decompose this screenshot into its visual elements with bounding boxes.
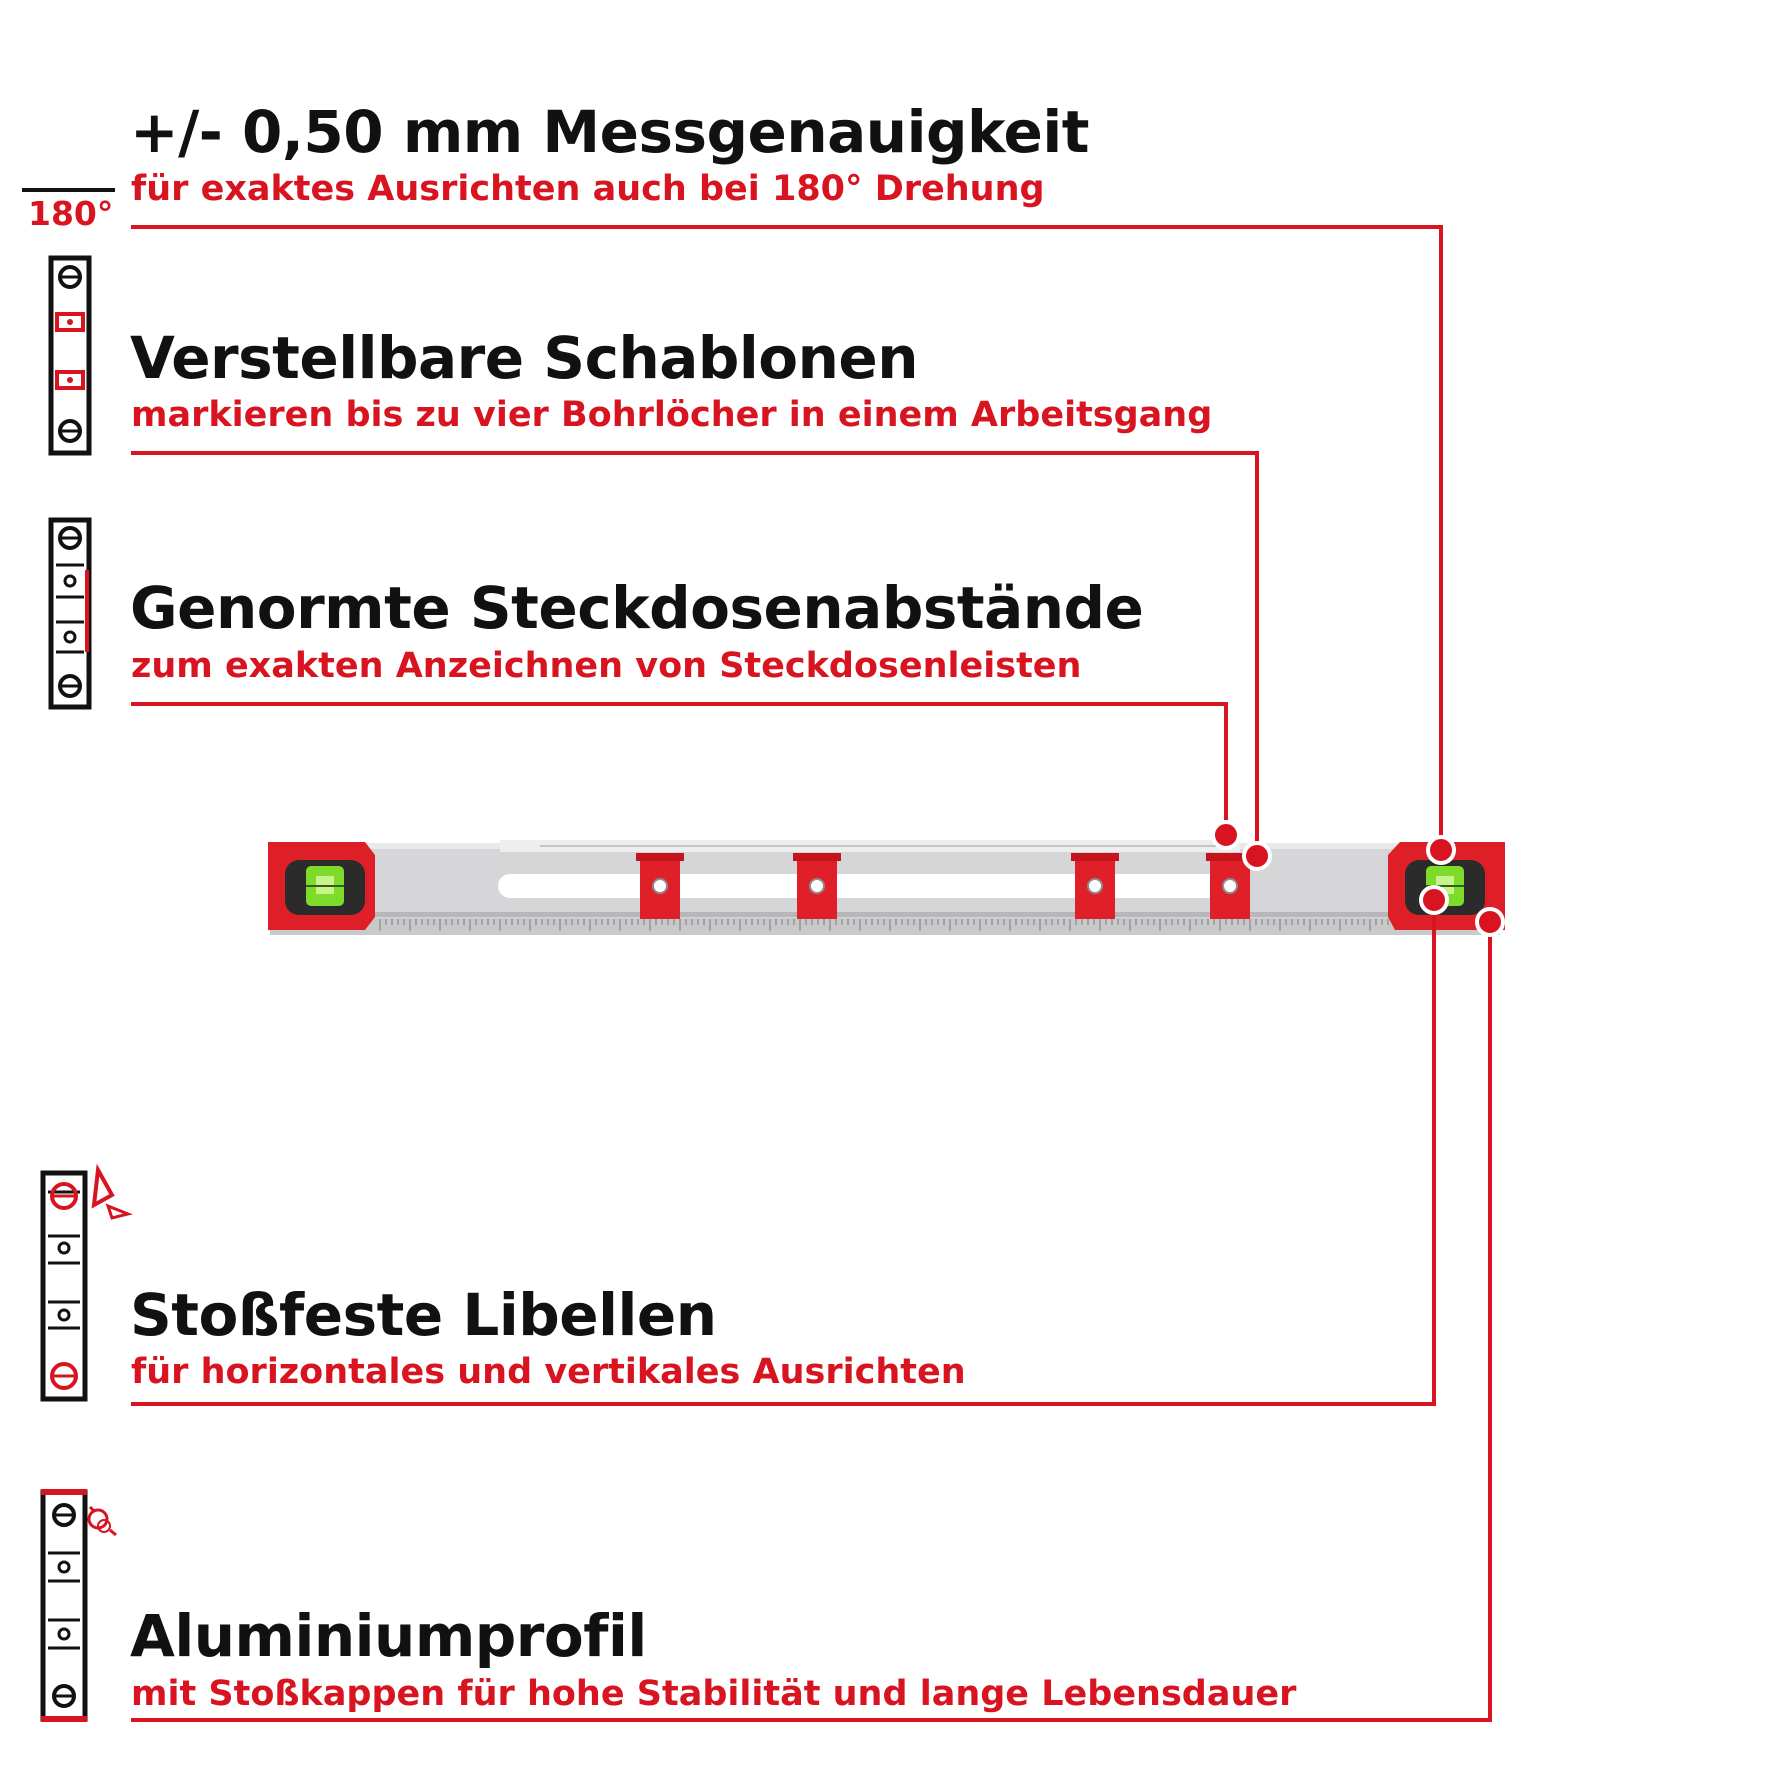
aluminium-profile-icon (41, 1489, 116, 1722)
spirit-level-illustration (268, 840, 1505, 935)
rotation-label: 180° (28, 194, 114, 233)
socket-spacing-level-icon (51, 520, 89, 707)
template-level-icon (51, 258, 89, 453)
feature-title-socket-spacing: Genormte Steckdosenabstände (130, 574, 1144, 642)
leader-line-vials (131, 887, 1447, 1404)
feature-subtitle-accuracy: für exaktes Ausrichten auch bei 180° Drehung (131, 169, 1045, 209)
feature-title-vials: Stoßfeste Libellen (130, 1281, 717, 1349)
template-slider (636, 853, 684, 919)
leader-line-socket-spacing (131, 704, 1239, 848)
left-end-cap (268, 842, 375, 930)
leader-line-aluminium (131, 909, 1503, 1720)
template-slider (1071, 853, 1119, 919)
feature-subtitle-aluminium: mit Stoßkappen für hohe Stabilität und lange Lebensdauer (131, 1674, 1297, 1714)
feature-title-templates: Verstellbare Schablonen (130, 324, 919, 392)
feature-subtitle-vials: für horizontales und vertikales Ausrichten (131, 1352, 966, 1392)
template-slider (793, 853, 841, 919)
feature-subtitle-socket-spacing: zum exakten Anzeichnen von Steckdosenleisten (131, 646, 1082, 686)
flip-180-icon (22, 188, 115, 192)
feature-title-accuracy: +/- 0,50 mm Messgenauigkeit (130, 98, 1089, 166)
shock-resistant-vial-icon (43, 1170, 128, 1399)
feature-subtitle-templates: markieren bis zu vier Bohrlöcher in einem Arbeitsgang (131, 395, 1213, 435)
feature-title-aluminium: Aluminiumprofil (130, 1602, 647, 1670)
leader-line-templates (131, 453, 1270, 869)
